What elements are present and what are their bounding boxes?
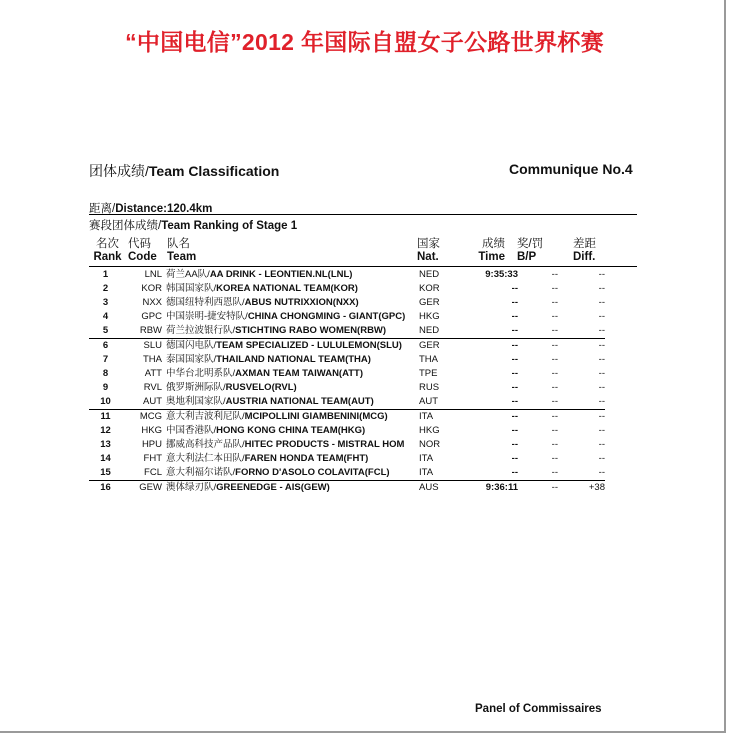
team-code: ATT — [144, 368, 162, 379]
time: -- — [511, 311, 518, 322]
team-name — [166, 310, 419, 324]
table-row — [89, 381, 605, 395]
team-name-cn: 澳体绿刃队/ — [166, 482, 217, 493]
header-nat-cn: 国家 — [417, 238, 440, 250]
time: -- — [511, 325, 518, 336]
rank: 9 — [102, 382, 109, 393]
header-time-cn: 成绩 — [482, 238, 505, 250]
team-name-en: ABUS NUTRIXXION(NXX) — [244, 297, 359, 308]
difference: -- — [598, 467, 605, 478]
team-name — [166, 395, 419, 410]
team-code: HKG — [141, 425, 162, 436]
team-name-cn: 德国纽特利西恩队/ — [166, 297, 245, 308]
team-name-en: TEAM SPECIALIZED - LULULEMON(SLU) — [216, 340, 402, 351]
team-name — [166, 324, 419, 339]
team-name-cn: 泰国国家队/ — [166, 354, 217, 365]
rank: 5 — [102, 325, 109, 336]
team-code: HPU — [141, 439, 162, 450]
table-row — [89, 324, 605, 339]
team-name — [166, 452, 419, 466]
team-name-en: AUSTRIA NATIONAL TEAM(AUT) — [225, 396, 374, 407]
results-table — [89, 268, 605, 495]
team-code: THA — [143, 354, 162, 365]
rank: 14 — [100, 453, 111, 464]
table-row — [89, 310, 605, 324]
team-name-en: KOREA NATIONAL TEAM(KOR) — [216, 283, 358, 294]
team-code: RBW — [139, 325, 162, 336]
difference: -- — [598, 297, 605, 308]
team-name-en: AA DRINK - LEONTIEN.NL(LNL) — [209, 269, 353, 280]
team-code: FCL — [144, 467, 162, 478]
team-name-cn: 奥地利国家队/ — [166, 396, 226, 407]
stage-label-en: Team Ranking of Stage 1 — [161, 220, 298, 232]
team-name — [166, 353, 419, 367]
nation: AUT — [419, 396, 438, 407]
header-diff — [573, 238, 596, 264]
team-name-cn: 德国闪电队/ — [166, 340, 217, 351]
table-row — [89, 395, 605, 410]
team-name — [166, 481, 419, 496]
rank: 15 — [100, 467, 111, 478]
nation: RUS — [419, 382, 440, 393]
difference: -- — [598, 368, 605, 379]
difference: -- — [598, 269, 605, 280]
team-code: LNL — [144, 269, 162, 280]
time: -- — [511, 425, 518, 436]
difference: -- — [598, 425, 605, 436]
header-time-en: Time — [478, 251, 505, 263]
time: -- — [511, 368, 518, 379]
nation: GER — [419, 339, 471, 354]
table-row — [89, 367, 605, 381]
header-rank — [91, 238, 124, 264]
table-row — [89, 296, 605, 310]
rank: 2 — [102, 283, 109, 294]
header-code-cn: 代码 — [128, 238, 151, 250]
time: -- — [511, 467, 518, 478]
team-code: SLU — [122, 339, 166, 354]
rank: 12 — [100, 425, 111, 436]
time: -- — [511, 439, 518, 450]
page-title: “中国电信”2012 年国际自盟女子公路世界杯赛 — [125, 29, 604, 55]
team-name-cn: 荷兰拉波银行队/ — [166, 325, 236, 336]
team-code: GEW — [122, 481, 166, 496]
team-name-cn: 中国崇明-捷安特队/ — [166, 311, 248, 322]
table-row — [89, 339, 605, 354]
team-name-cn: 荷兰AA队/ — [166, 269, 210, 280]
time: -- — [511, 297, 518, 308]
bonus-penalty: -- — [551, 297, 558, 308]
rank: 6 — [89, 339, 122, 354]
difference: -- — [598, 283, 605, 294]
header-bp-cn: 奖/罚 — [517, 238, 544, 250]
team-name-cn: 意大利吉波利尼队/ — [166, 411, 245, 422]
header-diff-cn: 差距 — [573, 238, 596, 250]
difference: -- — [598, 382, 605, 393]
team-code: GPC — [141, 311, 162, 322]
team-name-cn: 中华台北明系队/ — [166, 368, 236, 379]
table-row — [89, 466, 605, 481]
team-name — [166, 438, 419, 452]
table-row — [89, 438, 605, 452]
header-team-en: Team — [167, 251, 197, 263]
team-name — [166, 466, 419, 481]
time: 9:35:33 — [485, 269, 518, 280]
difference: -- — [598, 439, 605, 450]
bonus-penalty: -- — [551, 425, 558, 436]
bonus-penalty: -- — [551, 396, 558, 407]
header-team — [167, 238, 196, 264]
team-code: MCG — [122, 410, 166, 425]
team-name-en: FAREN HONDA TEAM(FHT) — [244, 453, 369, 464]
team-name-cn: 挪威高科技产品队/ — [166, 439, 245, 450]
rank: 7 — [102, 354, 109, 365]
nation: ITA — [419, 410, 471, 425]
bonus-penalty: -- — [518, 481, 558, 496]
team-name-en: HONG KONG CHINA TEAM(HKG) — [216, 425, 366, 436]
header-code — [128, 238, 157, 264]
table-row — [89, 481, 605, 496]
table-row — [89, 268, 605, 282]
time: -- — [511, 354, 518, 365]
team-name — [166, 381, 419, 395]
nation: THA — [419, 354, 438, 365]
rank: 11 — [89, 410, 122, 425]
team-code: NXX — [142, 297, 162, 308]
header-nat-en: Nat. — [417, 251, 439, 263]
team-code: FHT — [143, 453, 162, 464]
difference: +38 — [558, 481, 605, 496]
time: -- — [471, 339, 518, 354]
divider-header — [89, 266, 637, 267]
header-code-en: Code — [128, 251, 157, 263]
rank: 16 — [89, 481, 122, 496]
team-name-cn: 中国香港队/ — [166, 425, 217, 436]
time: -- — [511, 382, 518, 393]
rank: 8 — [102, 368, 109, 379]
team-name — [166, 424, 419, 438]
difference: -- — [558, 339, 605, 354]
header-diff-en: Diff. — [573, 251, 596, 263]
bonus-penalty: -- — [551, 467, 558, 478]
distance-label-en: Distance:120.4km — [115, 203, 213, 215]
header-bp-en: B/P — [517, 251, 537, 263]
rank: 4 — [102, 311, 109, 322]
table-row — [89, 452, 605, 466]
team-code: AUT — [143, 396, 162, 407]
time: -- — [511, 283, 518, 294]
header-rank-cn: 名次 — [96, 238, 119, 250]
team-name — [166, 268, 419, 282]
team-name-cn: 俄罗斯洲际队/ — [166, 382, 226, 393]
header-bp — [517, 238, 543, 264]
team-name-en: STICHTING RABO WOMEN(RBW) — [235, 325, 387, 336]
table-row — [89, 410, 605, 425]
team-name — [166, 367, 419, 381]
time: -- — [511, 396, 518, 407]
team-name — [166, 296, 419, 310]
section-title-cn: 团体成绩/ — [89, 163, 149, 179]
nation: NOR — [419, 439, 441, 450]
team-name — [166, 339, 419, 354]
bonus-penalty: -- — [551, 354, 558, 365]
header-time — [473, 238, 505, 264]
bonus-penalty: -- — [551, 269, 558, 280]
distance-label-cn: 距离/ — [89, 203, 116, 215]
difference: -- — [598, 396, 605, 407]
team-name-cn: 意大利福尔诺队/ — [166, 467, 236, 478]
team-name-en: RUSVELO(RVL) — [225, 382, 297, 393]
table-row — [89, 353, 605, 367]
time: 9:36:11 — [471, 481, 518, 496]
bonus-penalty: -- — [551, 439, 558, 450]
team-name-en: CHINA CHONGMING - GIANT(GPC) — [247, 311, 406, 322]
team-name-en: FORNO D'ASOLO COLAVITA(FCL) — [235, 467, 390, 478]
difference: -- — [598, 311, 605, 322]
stage-label-cn: 赛段团体成绩/ — [89, 220, 162, 232]
panel-of-commissaires: Panel of Commissaires — [475, 703, 602, 715]
table-row — [89, 424, 605, 438]
table-row — [89, 282, 605, 296]
nation: AUS — [419, 481, 471, 496]
time: -- — [511, 453, 518, 464]
team-code: KOR — [141, 283, 162, 294]
rank: 3 — [102, 297, 109, 308]
header-team-cn: 队名 — [167, 238, 190, 250]
team-code: RVL — [143, 382, 162, 393]
rank: 1 — [102, 269, 109, 280]
difference: -- — [598, 354, 605, 365]
difference: -- — [598, 453, 605, 464]
bonus-penalty: -- — [551, 283, 558, 294]
nation: TPE — [419, 368, 438, 379]
difference: -- — [598, 325, 605, 336]
bonus-penalty: -- — [551, 382, 558, 393]
bonus-penalty: -- — [551, 453, 558, 464]
nation: ITA — [419, 467, 434, 478]
header-rank-en: Rank — [93, 251, 122, 263]
time: -- — [471, 410, 518, 425]
team-name-cn: 韩国国家队/ — [166, 283, 217, 294]
section-title-en: Team Classification — [148, 163, 280, 179]
section-title — [89, 161, 279, 181]
nation: KOR — [419, 283, 440, 294]
nation: HKG — [419, 425, 440, 436]
bonus-penalty: -- — [551, 368, 558, 379]
team-name-en: THAILAND NATIONAL TEAM(THA) — [216, 354, 371, 365]
team-name-en: GREENEDGE - AIS(GEW) — [216, 482, 330, 493]
stage-ranking-title — [89, 217, 297, 233]
bonus-penalty: -- — [518, 410, 558, 425]
difference: -- — [558, 410, 605, 425]
team-name-en: HITEC PRODUCTS - MISTRAL HOM — [244, 439, 405, 450]
bonus-penalty: -- — [551, 325, 558, 336]
team-name-en: AXMAN TEAM TAIWAN(ATT) — [235, 368, 364, 379]
communique-number: Communique No.4 — [509, 161, 633, 177]
team-name-cn: 意大利法仁本田队/ — [166, 453, 245, 464]
team-name-en: MCIPOLLINI GIAMBENINI(MCG) — [244, 411, 388, 422]
bonus-penalty: -- — [518, 339, 558, 354]
team-name — [166, 282, 419, 296]
rank: 10 — [100, 396, 111, 407]
team-name — [166, 410, 419, 425]
nation: HKG — [419, 311, 440, 322]
rank: 13 — [100, 439, 111, 450]
nation: NED — [419, 269, 440, 280]
divider-top — [89, 214, 637, 215]
nation: ITA — [419, 453, 434, 464]
bonus-penalty: -- — [551, 311, 558, 322]
nation: NED — [419, 325, 440, 336]
header-nat — [417, 238, 440, 264]
nation: GER — [419, 297, 440, 308]
